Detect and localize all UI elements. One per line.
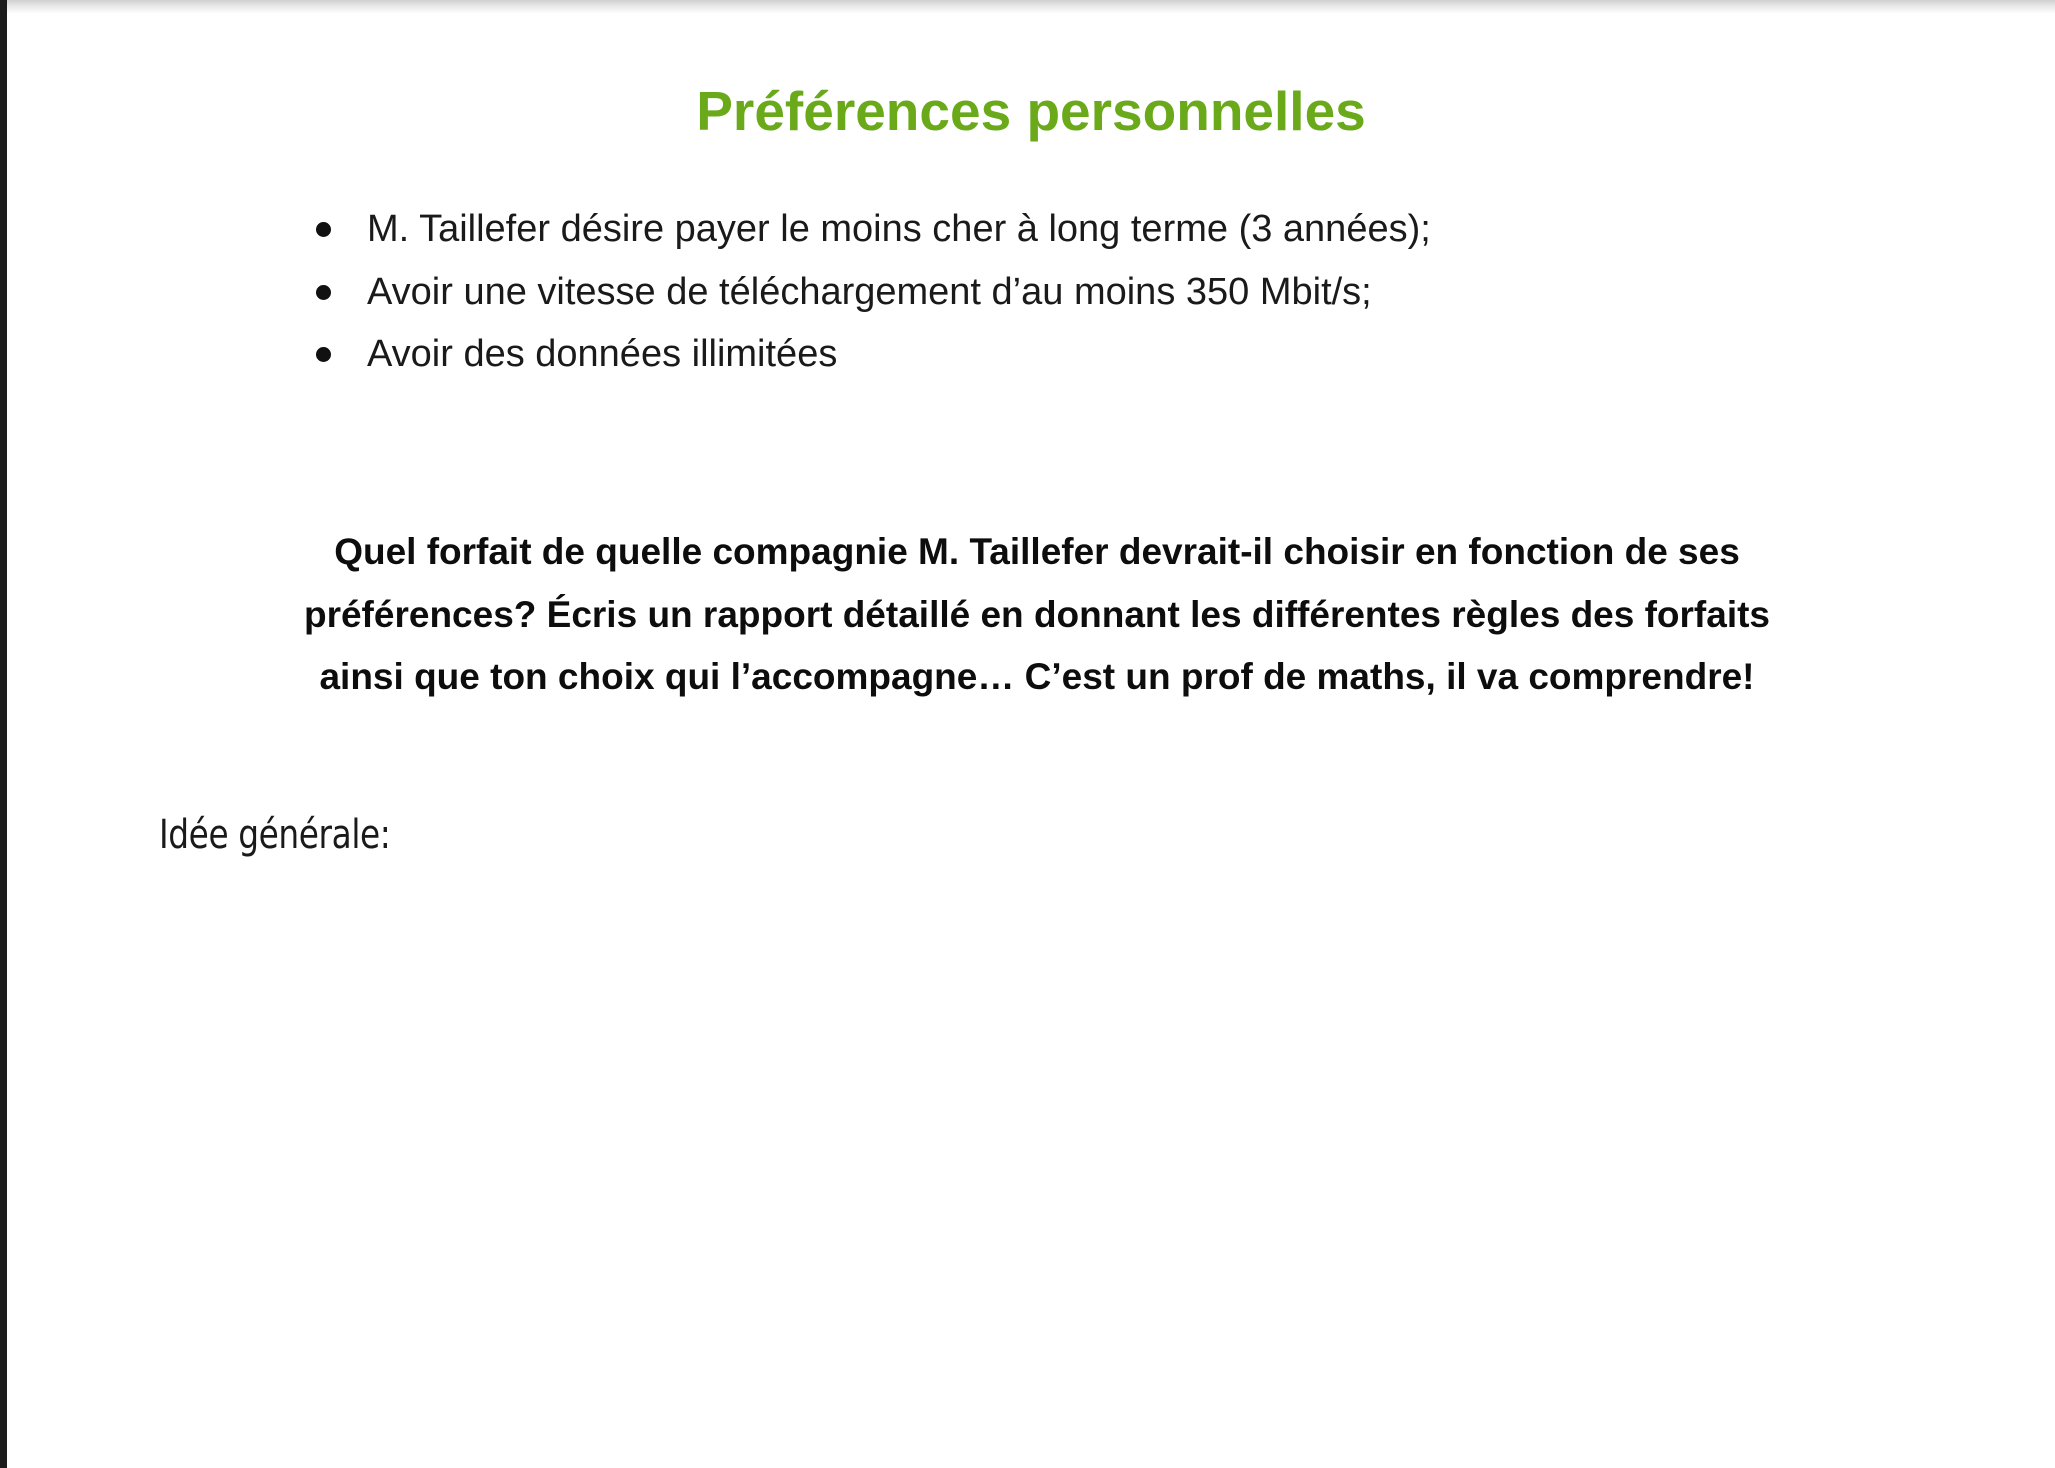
- question-paragraph: [237, 521, 1837, 709]
- bullet-icon: [316, 285, 331, 300]
- question-line: Quel forfait de quelle compagnie M. Taillefer devrait-il choisir en fonction de ses: [334, 531, 1740, 572]
- question-line: préférences? Écris un rapport détaillé en donnant les différentes règles des forfaits: [303, 593, 1771, 635]
- list-item-text: Avoir une vitesse de téléchargement d’au moins 350 Mbit/s;: [367, 270, 1372, 313]
- document-page: [7, 14, 2055, 1468]
- list-item-text: Avoir des données illimitées: [367, 333, 838, 375]
- bullet-icon: [316, 347, 331, 362]
- page-title: Préférences personnelles: [696, 80, 1366, 142]
- answer-section-label: Idée générale:: [159, 812, 391, 858]
- page-top-shadow: [0, 0, 2055, 14]
- bullet-icon: [316, 222, 331, 237]
- page-left-border: [0, 0, 7, 1468]
- list-item-text: M. Taillefer désire payer le moins cher à long terme (3 années);: [367, 208, 1431, 250]
- question-line: ainsi que ton choix qui l’accompagne… C’est un prof de maths, il va comprendre!: [319, 656, 1755, 697]
